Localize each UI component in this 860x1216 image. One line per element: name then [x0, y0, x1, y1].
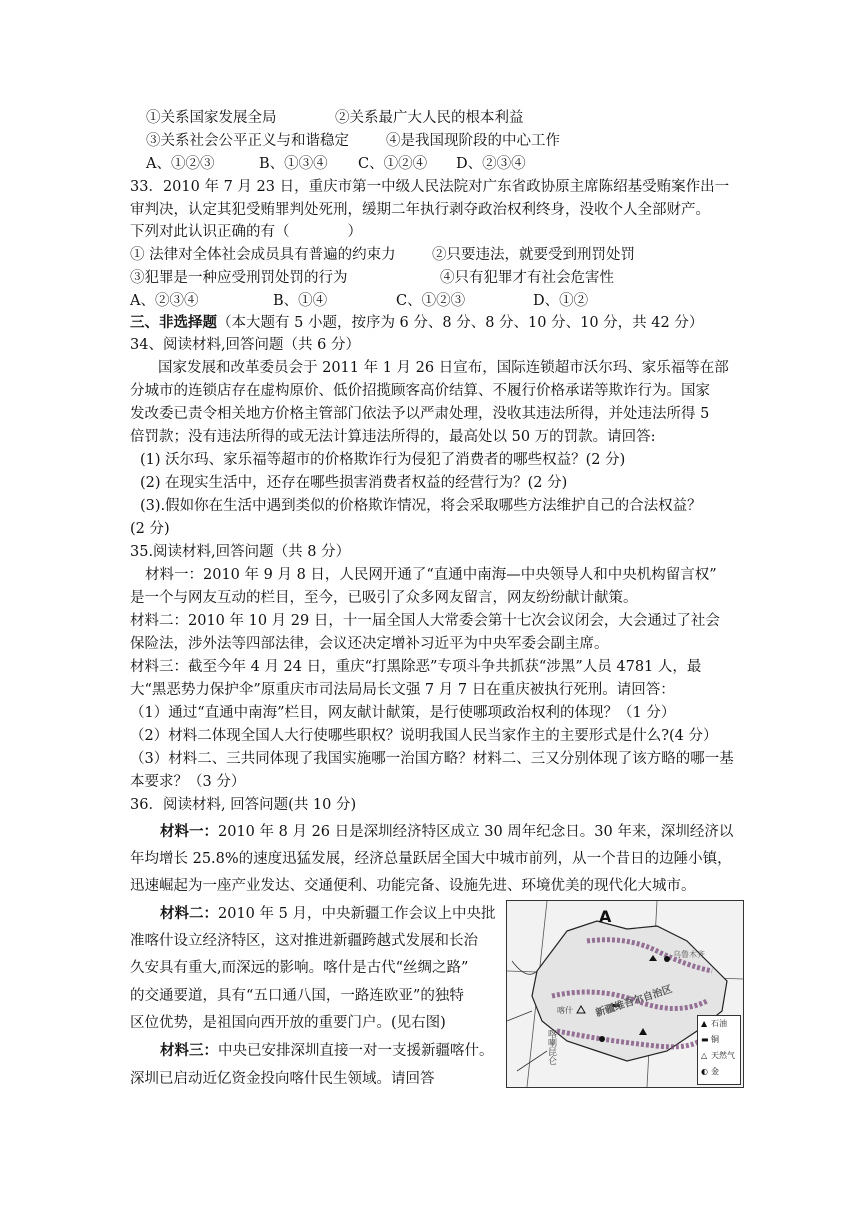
section-desc: （本大题有 5 小题，按序为 6 分、8 分、8 分、10 分、10 分，共 42 分） [217, 315, 704, 331]
legend-label: 石油 [711, 1019, 727, 1028]
q35-sub-question-2: （2）材料二体现全国人大行使哪些职权？说明我国人民当家作主的主要形式是什么?(4 分） [130, 728, 718, 744]
q33-choice-c: C、①②③ [396, 293, 466, 309]
map-pass-label: 喀喇昆仑 [546, 1029, 556, 1065]
q36-heading: 36．阅读材料, 回答问题(共 10 分) [130, 797, 357, 813]
q33-option-1: ① 法律对全体社会成员具有普遍的约束力 [130, 247, 396, 263]
map-label-a: A [599, 907, 612, 926]
legend-label: 铜 [711, 1035, 719, 1044]
q36-material-2-cont: 久安具有重大,而深远的影响。喀什是古代“丝绸之路” [130, 960, 469, 976]
q36-material-1-cont: 年均增长 25.8%的速度迅猛发展，经济总量跃居全国大中城市前列，从一个昔日的边陲小镇， [130, 851, 732, 867]
q32-option-1: ①关系国家发展全局 [146, 110, 277, 126]
q33-stem-line-3: 下列对此认识正确的有（ ） [130, 224, 362, 240]
section-title: 三、非选择题 [130, 314, 217, 331]
q35-sub-question-3: （3）材料二、三共同体现了我国实施哪一治国方略？材料二、三又分别体现了该方略的哪一基 [130, 751, 734, 767]
q34-material-line: 国家发展和改革委员会于 2011 年 1 月 26 日宣布，国际连锁超市沃尔玛、家乐福等在部 [158, 360, 729, 376]
q32-choice-d: D、②③④ [456, 156, 526, 172]
q34-material-line: 分城市的连锁店存在虚构原价、低价招揽顾客高价结算、不履行价格承诺等欺诈行为。国家 [130, 383, 710, 399]
q32-option-2: ②关系最广大人民的根本利益 [335, 110, 524, 126]
q33-option-2: ②只要违法，就要受到刑罚处罚 [432, 247, 635, 263]
xinjiang-map [506, 900, 744, 1088]
oil-icon: ▲ [701, 1019, 708, 1028]
q36-material-1-text: 2010 年 8 月 26 日是深圳经济特区成立 30 周年纪念日。30 年来，深圳经济以 [218, 824, 734, 840]
q33-choice-d: D、①② [533, 293, 589, 309]
q35-sub-question-3-cont: 本要求？（3 分） [130, 774, 246, 790]
q35-material-2-cont: 保险法，涉外法等四部法律，会议还决定增补习近平为中央军委会副主席。 [130, 636, 609, 652]
q33-option-3: ③犯罪是一种应受刑罚处罚的行为 [130, 270, 348, 286]
q36-material-1 [160, 822, 733, 842]
map-city-label: 乌鲁木齐 [673, 950, 705, 959]
q33-choice-b: B、①④ [273, 293, 328, 309]
q34-sub-question-3-score: (2 分) [130, 521, 170, 537]
q32-choice-c: C、①②④ [358, 156, 428, 172]
map-kashi-label: 喀什 [557, 1006, 573, 1015]
legend-item-oil [701, 1016, 740, 1032]
q35-sub-question-1: （1）通过“直通中南海”栏目，网友献计献策，是行使哪项政治权利的体现？（1 分） [130, 705, 676, 721]
legend-label: 金 [711, 1067, 719, 1076]
q35-material-3-cont: 大“黑恶势力保护伞”原重庆市司法局局长文强 7 月 7 日在重庆被执行死刑。请回答： [130, 682, 675, 698]
q32-option-3: ③关系社会公平正义与和谐稳定 [146, 133, 349, 149]
legend-label: 天然气 [711, 1051, 735, 1060]
q36-material-2 [160, 904, 495, 924]
q35-material-1-cont: 是一个与网友互动的栏目，至今，已吸引了众多网友留言，网友纷纷献计献策。 [130, 590, 638, 606]
gas-icon: △ [701, 1051, 708, 1060]
map-legend [697, 1015, 741, 1085]
q36-material-3 [160, 1041, 494, 1061]
q36-material-2-cont: 准喀什设立经济特区，这对推进新疆跨越式发展和长治 [130, 933, 478, 949]
q35-material-1: 材料一：2010 年 9 月 8 日，人民网开通了“直通中南海—中央领导人和中央机构留言权” [145, 567, 717, 583]
q34-heading: 34、阅读材料,回答问题（共 6 分） [130, 337, 361, 353]
q33-choice-a: A、②③④ [130, 293, 199, 309]
q32-option-4: ④是我国现阶段的中心工作 [386, 133, 560, 149]
q33-stem-line-2: 审判决，认定其犯受贿罪判处死刑，缓期二年执行剥夺政治权利终身，没收个人全部财产。 [130, 202, 710, 218]
q36-material-3-cont: 深圳已启动近亿资金投向喀什民生领域。请回答 [130, 1071, 435, 1087]
map-region-label: 新疆维吾尔自治区 [594, 984, 674, 1020]
legend-item-gold [701, 1064, 740, 1080]
q34-sub-question-3: (3).假如你在生活中遇到类似的价格欺诈情况，将会采取哪些方法维护自己的合法权益？ [140, 498, 702, 514]
q35-heading: 35.阅读材料,回答问题（共 8 分） [130, 544, 351, 560]
q34-material-line: 倍罚款；没有违法所得的或无法计算违法所得的，最高处以 50 万的罚款。请回答: [130, 429, 656, 445]
copper-icon: ▬ [701, 1035, 709, 1044]
gold-icon: ◐ [701, 1067, 708, 1076]
q36-material-3-text: 中央已安排深圳直接一对一支援新疆喀什。 [218, 1043, 494, 1059]
material-label: 材料二： [160, 905, 218, 922]
q36-material-1-cont: 迅速崛起为一座产业发达、交通便利、功能完备、设施先进、环境优美的现代化大城市。 [130, 878, 696, 894]
q33-stem-line-1: 33．2010 年 7 月 23 日，重庆市第一中级人民法院对广东省政协原主席陈绍基受贿案作出一 [130, 179, 730, 195]
q35-material-3: 材料三：截至今年 4 月 24 日，重庆“打黑除恶”专项斗争共抓获“涉黑”人员 4781 人，最 [130, 659, 702, 675]
q34-material-line: 发改委已责令相关地方价格主管部门依法予以严肃处理，没收其违法所得，并处违法所得 5 [130, 406, 710, 422]
q34-sub-question-1: (1) 沃尔玛、家乐福等超市的价格欺诈行为侵犯了消费者的哪些权益？(2 分) [140, 452, 626, 468]
q33-option-4: ④只有犯罪才有社会危害性 [440, 270, 614, 286]
q32-choice-b: B、①③④ [259, 156, 328, 172]
q34-sub-question-2: (2) 在现实生活中，还存在哪些损害消费者权益的经营行为？(2 分) [140, 475, 568, 491]
material-label: 材料一： [160, 823, 218, 840]
legend-item-gas [701, 1048, 740, 1064]
q35-material-2: 材料二：2010 年 10 月 29 日，十一届全国人大常委会第十七次会议闭会，大会通过了社会 [130, 613, 720, 629]
section-heading [130, 313, 703, 333]
q36-material-2-cont: 区位优势，是祖国向西开放的重要门户。(见右图) [130, 1015, 446, 1031]
q32-choice-a: A、①②③ [146, 156, 215, 172]
legend-item-copper [701, 1032, 740, 1048]
q36-material-2-cont: 的交通要道，具有“五口通八国，一路连欧亚”的独特 [130, 988, 464, 1004]
q36-material-2-text: 2010 年 5 月，中央新疆工作会议上中央批 [218, 906, 496, 922]
material-label: 材料三： [160, 1042, 218, 1059]
